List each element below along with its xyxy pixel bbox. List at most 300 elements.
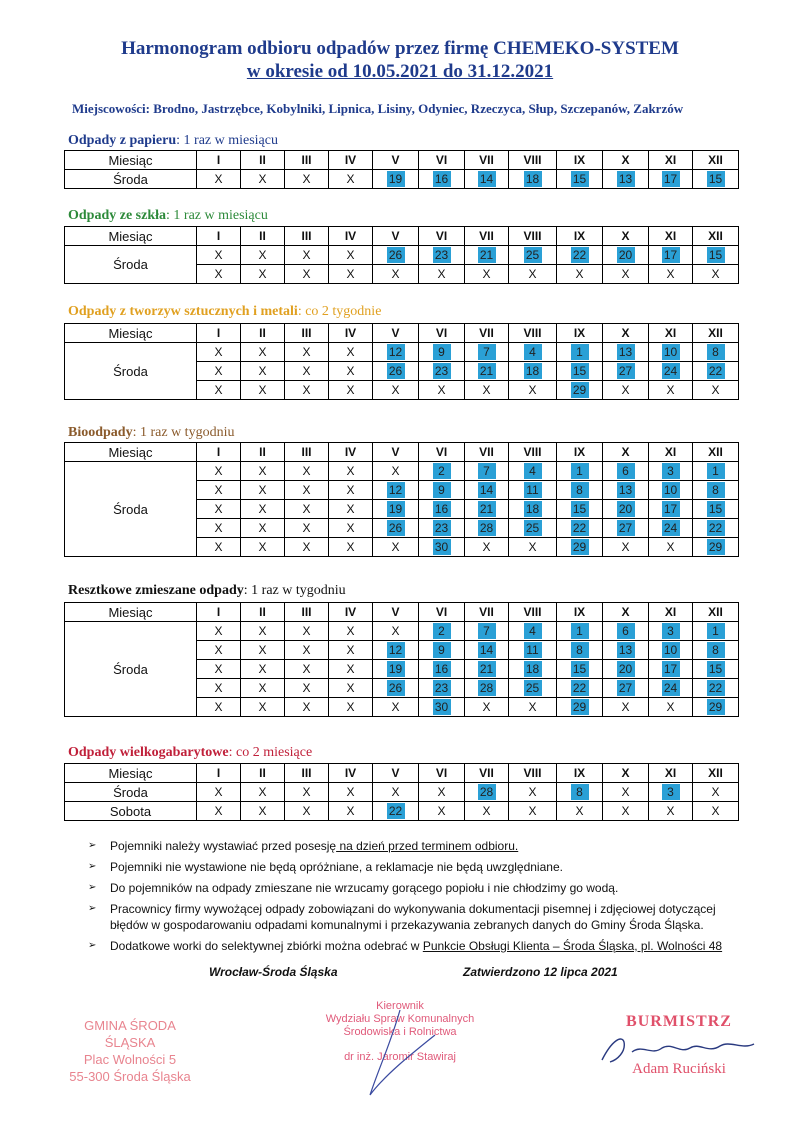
month-header: III: [285, 227, 329, 246]
pickup-date: 24: [662, 520, 680, 536]
schedule-cell: [465, 362, 509, 381]
schedule-cell: [373, 698, 419, 717]
pickup-date: 21: [478, 363, 496, 379]
day-label: Środa: [65, 462, 197, 557]
no-pickup-mark: X: [302, 681, 311, 695]
no-pickup-mark: X: [346, 521, 355, 535]
month-header-label: Miesiąc: [65, 603, 197, 622]
no-pickup-mark: X: [302, 383, 311, 397]
schedule-cell: [329, 462, 373, 481]
no-pickup-mark: X: [214, 248, 223, 262]
schedule-cell: [649, 481, 693, 500]
stamp-line: Plac Wolności 5: [83, 1052, 177, 1067]
pickup-date: 16: [433, 501, 451, 517]
no-pickup-mark: X: [302, 464, 311, 478]
note-text-plain: Pojemniki należy wystawiać przed posesję: [110, 839, 337, 853]
section-title-frequency: : 1 raz w tygodniu: [243, 583, 346, 598]
no-pickup-mark: X: [258, 540, 267, 554]
note-item: [88, 859, 748, 875]
month-header: III: [285, 603, 329, 622]
month-header: VII: [465, 151, 509, 170]
signature-burmistrz: [592, 1030, 762, 1070]
no-pickup-mark: X: [666, 267, 675, 281]
month-header: X: [603, 151, 649, 170]
schedule-cell: [419, 246, 465, 265]
schedule-cell: [285, 481, 329, 500]
schedule-cell: [241, 641, 285, 660]
schedule-cell: [197, 462, 241, 481]
month-header: XII: [693, 603, 739, 622]
no-pickup-mark: X: [214, 624, 223, 638]
schedule-cell: [557, 783, 603, 802]
schedule-cell: [419, 802, 465, 821]
schedule-cell: [419, 538, 465, 557]
month-header: X: [603, 764, 649, 783]
pickup-date: 15: [707, 501, 725, 517]
schedule-cell: [693, 462, 739, 481]
note-text-plain: Do pojemników na odpady zmieszane nie wrzucamy gorącego popiołu i nie chłodzimy go wodą.: [110, 881, 619, 895]
month-header: VII: [465, 764, 509, 783]
schedule-cell: [557, 698, 603, 717]
schedule-cell: [373, 170, 419, 189]
schedule-cell: [285, 660, 329, 679]
month-header: II: [241, 764, 285, 783]
note-text: [110, 880, 618, 896]
schedule-cell: [693, 698, 739, 717]
schedule-cell: [603, 381, 649, 400]
schedule-cell: [603, 802, 649, 821]
month-header: VIII: [509, 603, 557, 622]
no-pickup-mark: X: [346, 483, 355, 497]
note-text-plain: Dodatkowe worki do selektywnej zbiórki można odebrać w: [110, 939, 423, 953]
schedule-cell: [603, 500, 649, 519]
no-pickup-mark: X: [711, 785, 720, 799]
schedule-cell: [649, 462, 693, 481]
schedule-cell: [693, 381, 739, 400]
month-header: VI: [419, 227, 465, 246]
pickup-date: 15: [571, 363, 589, 379]
pickup-date: 30: [433, 539, 451, 555]
no-pickup-mark: X: [258, 681, 267, 695]
schedule-cell: [693, 246, 739, 265]
pickup-date: 10: [662, 344, 680, 360]
arrow-bullet-icon: ➢: [88, 861, 97, 872]
schedule-cell: [197, 660, 241, 679]
schedule-cell: [241, 660, 285, 679]
schedule-cell: [557, 538, 603, 557]
no-pickup-mark: X: [214, 345, 223, 359]
no-pickup-mark: X: [258, 345, 267, 359]
schedule-cell: [329, 802, 373, 821]
schedule-cell: [373, 343, 419, 362]
schedule-cell: [419, 622, 465, 641]
no-pickup-mark: X: [214, 700, 223, 714]
note-item: [88, 938, 748, 954]
note-text: [110, 901, 748, 933]
schedule-cell: [373, 462, 419, 481]
schedule-cell: [285, 500, 329, 519]
month-header: II: [241, 324, 285, 343]
section-title-name: Odpady wielkogabarytowe: [68, 745, 229, 760]
no-pickup-mark: X: [482, 267, 491, 281]
arrow-bullet-icon: ➢: [88, 840, 97, 851]
schedule-cell: [285, 538, 329, 557]
schedule-cell: [419, 783, 465, 802]
schedule-cell: [693, 538, 739, 557]
no-pickup-mark: X: [258, 700, 267, 714]
pickup-date: 22: [707, 363, 725, 379]
pickup-date: 17: [662, 171, 680, 187]
month-header: IX: [557, 324, 603, 343]
no-pickup-mark: X: [258, 521, 267, 535]
no-pickup-mark: X: [214, 364, 223, 378]
schedule-cell: [693, 679, 739, 698]
month-header: VII: [465, 324, 509, 343]
section-title-frequency: : 1 raz w miesiącu: [166, 208, 268, 223]
month-header: I: [197, 151, 241, 170]
document-title: Harmonogram odbioru odpadów przez firmę CHEMEKO-SYSTEM: [121, 38, 679, 59]
pickup-date: 12: [387, 642, 405, 658]
pickup-date: 26: [387, 247, 405, 263]
schedule-cell: [693, 481, 739, 500]
table-header-row: [65, 151, 739, 170]
schedule-cell: [419, 519, 465, 538]
no-pickup-mark: X: [437, 785, 446, 799]
no-pickup-mark: X: [391, 624, 400, 638]
month-header: III: [285, 764, 329, 783]
schedule-cell: [509, 343, 557, 362]
no-pickup-mark: X: [214, 785, 223, 799]
schedule-cell: [509, 660, 557, 679]
schedule-cell: [285, 622, 329, 641]
section-title: [68, 745, 312, 761]
no-pickup-mark: X: [621, 540, 630, 554]
pickup-date: 19: [387, 501, 405, 517]
no-pickup-mark: X: [258, 464, 267, 478]
schedule-cell: [329, 170, 373, 189]
no-pickup-mark: X: [621, 785, 630, 799]
month-header: IV: [329, 443, 373, 462]
document-period: w okresie od 10.05.2021 do 31.12.2021: [246, 61, 554, 82]
no-pickup-mark: X: [437, 383, 446, 397]
no-pickup-mark: X: [391, 464, 400, 478]
pickup-date: 2: [433, 463, 451, 479]
no-pickup-mark: X: [391, 785, 400, 799]
pickup-date: 20: [617, 661, 635, 677]
schedule-cell: [509, 265, 557, 284]
schedule-cell: [419, 641, 465, 660]
pickup-date: 8: [571, 482, 589, 498]
pickup-date: 16: [433, 171, 451, 187]
no-pickup-mark: X: [214, 483, 223, 497]
schedule-cell: [373, 679, 419, 698]
schedule-cell: [649, 698, 693, 717]
no-pickup-mark: X: [258, 248, 267, 262]
pickup-date: 25: [524, 520, 542, 536]
note-text: [110, 859, 563, 875]
schedule-cell: [241, 538, 285, 557]
schedule-cell: [285, 265, 329, 284]
burmistrz-name: Adam Ruciński: [632, 1061, 726, 1077]
schedule-cell: [285, 698, 329, 717]
pickup-date: 8: [707, 482, 725, 498]
no-pickup-mark: X: [346, 804, 355, 818]
pickup-date: 17: [662, 661, 680, 677]
pickup-date: 20: [617, 501, 635, 517]
schedule-cell: [241, 500, 285, 519]
no-pickup-mark: X: [214, 502, 223, 516]
section-title-name: Odpady z tworzyw sztucznych i metali: [68, 304, 298, 319]
schedule-cell: [649, 265, 693, 284]
no-pickup-mark: X: [214, 521, 223, 535]
schedule-cell: [419, 500, 465, 519]
schedule-cell: [557, 660, 603, 679]
schedule-cell: [603, 660, 649, 679]
no-pickup-mark: X: [391, 700, 400, 714]
schedule-cell: [373, 519, 419, 538]
month-header-label: Miesiąc: [65, 764, 197, 783]
stamp-line: 55-300 Środa Śląska: [69, 1069, 191, 1084]
pickup-date: 2: [433, 623, 451, 639]
schedule-cell: [693, 519, 739, 538]
pickup-date: 22: [387, 803, 405, 819]
schedule-cell: [329, 381, 373, 400]
stamp-line: Wydziału Spraw Komunalnych: [325, 1013, 475, 1025]
pickup-date: 19: [387, 171, 405, 187]
schedule-cell: [285, 170, 329, 189]
pickup-date: 14: [478, 642, 496, 658]
schedule-cell: [241, 783, 285, 802]
no-pickup-mark: X: [258, 172, 267, 186]
schedule-cell: [509, 362, 557, 381]
month-header: IX: [557, 443, 603, 462]
schedule-cell: [465, 802, 509, 821]
no-pickup-mark: X: [711, 383, 720, 397]
month-header-label: Miesiąc: [65, 151, 197, 170]
schedule-cell: [557, 481, 603, 500]
no-pickup-mark: X: [302, 700, 311, 714]
schedule-cell: [509, 641, 557, 660]
schedule-cell: [241, 481, 285, 500]
day-label: Środa: [65, 622, 197, 717]
month-header: II: [241, 443, 285, 462]
month-header: VII: [465, 443, 509, 462]
no-pickup-mark: X: [258, 483, 267, 497]
month-header: XI: [649, 764, 693, 783]
no-pickup-mark: X: [482, 804, 491, 818]
schedule-cell: [557, 500, 603, 519]
schedule-cell: [329, 783, 373, 802]
pickup-date: 27: [617, 363, 635, 379]
section-title-name: Odpady ze szkła: [68, 208, 167, 223]
schedule-cell: [603, 462, 649, 481]
pickup-date: 23: [433, 520, 451, 536]
schedule-cell: [329, 679, 373, 698]
schedule-cell: [285, 802, 329, 821]
schedule-cell: [197, 679, 241, 698]
schedule-cell: [373, 481, 419, 500]
month-header: X: [603, 443, 649, 462]
schedule-cell: [465, 679, 509, 698]
schedule-cell: [329, 246, 373, 265]
schedule-cell: [509, 698, 557, 717]
no-pickup-mark: X: [346, 364, 355, 378]
pickup-date: 29: [707, 699, 725, 715]
schedule-table: [64, 323, 739, 400]
table-row: [65, 462, 739, 481]
schedule-cell: [197, 538, 241, 557]
schedule-cell: [557, 362, 603, 381]
no-pickup-mark: X: [437, 804, 446, 818]
no-pickup-mark: X: [575, 267, 584, 281]
schedule-table: [64, 442, 739, 557]
pickup-date: 18: [524, 171, 542, 187]
no-pickup-mark: X: [214, 172, 223, 186]
table-row: [65, 622, 739, 641]
schedule-cell: [197, 381, 241, 400]
schedule-cell: [329, 622, 373, 641]
table-header-row: [65, 227, 739, 246]
month-header: VII: [465, 227, 509, 246]
no-pickup-mark: X: [346, 643, 355, 657]
no-pickup-mark: X: [666, 804, 675, 818]
pickup-date: 7: [478, 463, 496, 479]
schedule-cell: [329, 362, 373, 381]
month-header: XI: [649, 443, 693, 462]
schedule-cell: [693, 622, 739, 641]
no-pickup-mark: X: [214, 383, 223, 397]
month-header: XI: [649, 324, 693, 343]
no-pickup-mark: X: [302, 540, 311, 554]
schedule-cell: [465, 698, 509, 717]
table-row: [65, 783, 739, 802]
pickup-date: 22: [707, 680, 725, 696]
pickup-date: 18: [524, 363, 542, 379]
no-pickup-mark: X: [258, 624, 267, 638]
no-pickup-mark: X: [482, 540, 491, 554]
schedule-cell: [693, 343, 739, 362]
month-header: I: [197, 443, 241, 462]
schedule-cell: [465, 538, 509, 557]
schedule-cell: [465, 170, 509, 189]
month-header: II: [241, 603, 285, 622]
notes-list: [88, 838, 748, 959]
no-pickup-mark: X: [302, 172, 311, 186]
schedule-cell: [241, 519, 285, 538]
pickup-date: 15: [707, 247, 725, 263]
pickup-date: 26: [387, 680, 405, 696]
month-header: V: [373, 324, 419, 343]
pickup-date: 30: [433, 699, 451, 715]
footer-place: Wrocław-Środa Śląska: [209, 965, 338, 979]
no-pickup-mark: X: [214, 643, 223, 657]
no-pickup-mark: X: [302, 662, 311, 676]
schedule-cell: [509, 538, 557, 557]
month-header: IV: [329, 764, 373, 783]
pickup-date: 9: [433, 482, 451, 498]
table-row: [65, 170, 739, 189]
no-pickup-mark: X: [666, 540, 675, 554]
schedule-cell: [329, 519, 373, 538]
day-label: Środa: [65, 783, 197, 802]
schedule-cell: [329, 641, 373, 660]
schedule-cell: [557, 170, 603, 189]
no-pickup-mark: X: [482, 700, 491, 714]
table-header-row: [65, 443, 739, 462]
month-header: X: [603, 603, 649, 622]
schedule-cell: [329, 265, 373, 284]
schedule-cell: [465, 519, 509, 538]
schedule-cell: [241, 343, 285, 362]
month-header: XII: [693, 227, 739, 246]
month-header: V: [373, 227, 419, 246]
no-pickup-mark: X: [346, 464, 355, 478]
schedule-cell: [373, 362, 419, 381]
table-header-row: [65, 603, 739, 622]
schedule-cell: [603, 362, 649, 381]
month-header: III: [285, 324, 329, 343]
month-header-label: Miesiąc: [65, 227, 197, 246]
schedule-cell: [603, 265, 649, 284]
month-header: I: [197, 764, 241, 783]
schedule-cell: [649, 679, 693, 698]
schedule-cell: [509, 783, 557, 802]
month-header: III: [285, 151, 329, 170]
no-pickup-mark: X: [575, 804, 584, 818]
month-header: I: [197, 324, 241, 343]
schedule-cell: [649, 622, 693, 641]
gmina-stamp: [60, 1017, 200, 1085]
pickup-date: 28: [478, 784, 496, 800]
no-pickup-mark: X: [346, 248, 355, 262]
schedule-cell: [197, 343, 241, 362]
month-header: II: [241, 227, 285, 246]
month-header: X: [603, 324, 649, 343]
pickup-date: 15: [571, 501, 589, 517]
table-row: [65, 802, 739, 821]
pickup-date: 24: [662, 363, 680, 379]
schedule-cell: [509, 679, 557, 698]
pickup-date: 8: [571, 642, 589, 658]
schedule-cell: [465, 622, 509, 641]
schedule-cell: [241, 170, 285, 189]
schedule-cell: [693, 362, 739, 381]
pickup-date: 6: [617, 463, 635, 479]
schedule-cell: [373, 783, 419, 802]
month-header: V: [373, 764, 419, 783]
section-title: [68, 583, 346, 599]
no-pickup-mark: X: [302, 483, 311, 497]
month-header: VIII: [509, 443, 557, 462]
localities: Miejscowości: Brodno, Jastrzębce, Kobylniki, Lipnica, Lisiny, Odyniec, Rzeczyca, Słup, Szczepanów, Zakrzów: [72, 101, 684, 116]
pickup-date: 13: [617, 482, 635, 498]
schedule-cell: [197, 622, 241, 641]
arrow-bullet-icon: ➢: [88, 940, 97, 951]
pickup-date: 25: [524, 680, 542, 696]
day-label: Środa: [65, 246, 197, 284]
month-header: II: [241, 151, 285, 170]
pickup-date: 23: [433, 247, 451, 263]
month-header: VIII: [509, 764, 557, 783]
pickup-date: 21: [478, 501, 496, 517]
month-header: IX: [557, 151, 603, 170]
schedule-cell: [649, 802, 693, 821]
no-pickup-mark: X: [214, 540, 223, 554]
month-header: IV: [329, 324, 373, 343]
no-pickup-mark: X: [621, 700, 630, 714]
stamp-line: GMINA ŚRODA ŚLĄSKA: [84, 1018, 176, 1050]
no-pickup-mark: X: [346, 172, 355, 186]
